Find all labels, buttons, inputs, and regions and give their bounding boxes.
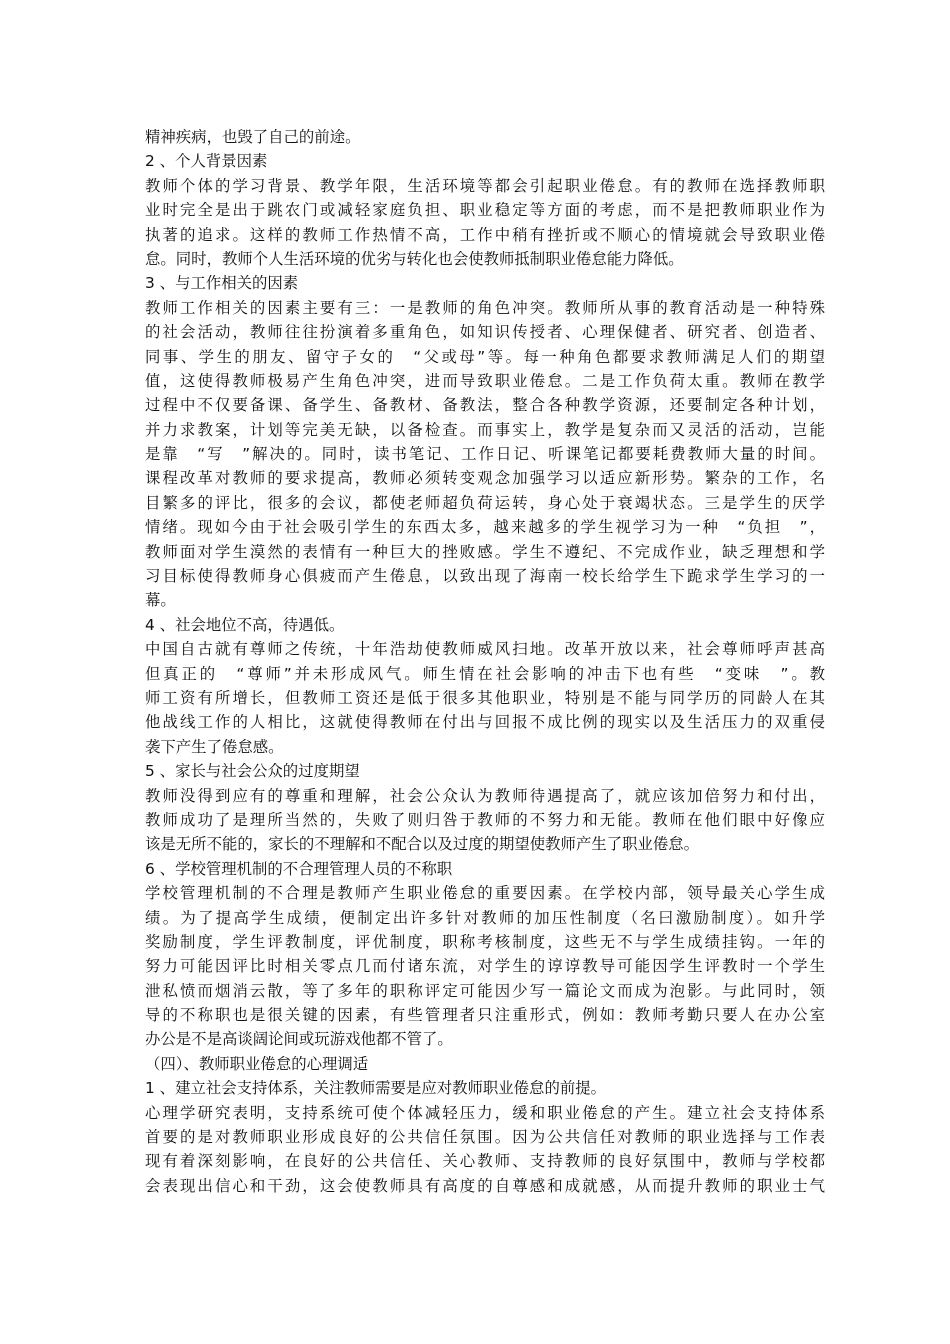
section-heading: 1 、建立社会支持体系，关注教师需要是应对教师职业倦怠的前提。 <box>145 1079 607 1098</box>
text-line: 精神疾病，也毁了自己的前途。 <box>145 128 361 146</box>
section-heading: 3 、与工作相关的因素 <box>145 274 299 293</box>
text-line: 师工资有所增长，但教师工资还是低于很多其他职业，特别是不能与同学历的同龄人在其 <box>145 688 825 707</box>
text-line: 绩。为了提高学生成绩，便制定出许多针对教师的加压性制度（名曰激励制度）。如升学 <box>145 908 825 927</box>
text-line: 但真正的 “尊师”并未形成风气。师生情在社会影响的冲击下也有些 “变味 ”。教 <box>145 664 825 683</box>
section-heading: （四）、教师职业倦怠的心理调适 <box>145 1054 369 1073</box>
text-line: 泄私愤而烟消云散，等了多年的职称评定可能因少写一篇论文而成为泡影。与此同时，领 <box>145 981 825 1000</box>
section-heading: 6 、学校管理机制的不合理管理人员的不称职 <box>145 859 453 878</box>
text-line: 奖励制度，学生评教制度，评优制度，职称考核制度，这些无不与学生成绩挂钩。一年的 <box>145 932 825 951</box>
text-line: 教师成功了是理所当然的，失败了则归咎于教师的不努力和无能。教师在他们眼中好像应 <box>145 810 825 829</box>
text-line: 并力求教案，计划等完美无缺，以备检查。而事实上，教学是复杂而又灵活的活动，岂能 <box>145 420 825 439</box>
text-line: 的社会活动，教师往往扮演着多重角色，如知识传授者、心理保健者、研究者、创造者、 <box>145 323 825 342</box>
text-line: 办公是不是高谈阔论间或玩游戏他都不管了。 <box>145 1030 453 1049</box>
section-heading: 4 、社会地位不高，待遇低。 <box>145 615 345 634</box>
text-line: 导的不称职也是很关键的因素，有些管理者只注重形式，例如：教师考勤只要人在办公室 <box>145 1006 825 1025</box>
text-line: 同事、学生的朋友、留守子女的 “父或母”等。每一种角色都要求教师满足人们的期望 <box>145 347 825 366</box>
text-line: 目繁多的评比，很多的会议，都使老师超负荷运转，身心处于衰竭状态。三是学生的厌学 <box>145 493 825 512</box>
text-line: 怠。同时，教师个人生活环境的优劣与转化也会使教师抵制职业倦怠能力降低。 <box>145 249 684 268</box>
text-line: 值，这使得教师极易产生角色冲突，进而导致职业倦怠。二是工作负荷太重。教师在教学 <box>145 371 825 390</box>
section-heading: 5 、家长与社会公众的过度期望 <box>145 762 360 781</box>
text-line: 中国自古就有尊师之传统，十年浩劫使教师威风扫地。改革开放以来，社会尊师呼声甚高 <box>145 640 825 659</box>
text-line: 该是无所不能的，家长的不理解和不配合以及过度的期望使教师产生了职业倦怠。 <box>145 835 700 854</box>
text-line: 是靠 “写 ”解决的。同时，读书笔记、工作日记、听课笔记都要耗费教师大量的时间。 <box>145 445 825 464</box>
text-line: 现有着深刻影响，在良好的公共信任、关心教师、支持教师的良好氛围中，教师与学校都 <box>145 1152 825 1171</box>
text-line: 教师个体的学习背景、教学年限，生活环境等都会引起职业倦怠。有的教师在选择教师职 <box>145 176 825 195</box>
text-line: 教师工作相关的因素主要有三：一是教师的角色冲突。教师所从事的教育活动是一种特殊 <box>145 298 825 317</box>
text-line: 情绪。现如今由于社会吸引学生的东西太多，越来越多的学生视学习为一种 “负担 ”， <box>145 518 825 537</box>
text-line: 课程改革对教师的要求提高，教师必须转变观念加强学习以适应新形势。繁杂的工作，名 <box>145 469 825 488</box>
text-line: 袭下产生了倦怠感。 <box>145 737 284 756</box>
text-line: 努力可能因评比时相关零点几而付诸东流，对学生的谆谆教导可能因学生评教时一个学生 <box>145 957 825 976</box>
text-line: 学校管理机制的不合理是教师产生职业倦怠的重要因素。在学校内部，领导最关心学生成 <box>145 884 825 903</box>
text-line: 心理学研究表明，支持系统可使个体减轻压力，缓和职业倦怠的产生。建立社会支持体系 <box>145 1103 825 1122</box>
section-heading: 2 、个人背景因素 <box>145 152 268 171</box>
text-line: 教师面对学生漠然的表情有一种巨大的挫败感。学生不遵纪、不完成作业，缺乏理想和学 <box>145 542 825 561</box>
text-line: 业时完全是出于跳农门或减轻家庭负担、职业稳定等方面的考虑，而不是把教师职业作为 <box>145 201 825 220</box>
document-page <box>145 125 825 1198</box>
text-line: 幕。 <box>145 591 176 610</box>
text-line: 习目标使得教师身心俱疲而产生倦息，以致出现了海南一校长给学生下跪求学生学习的一 <box>145 567 825 586</box>
text-line: 首要的是对教师职业形成良好的公共信任氛围。因为公共信任对教师的职业选择与工作表 <box>145 1128 825 1147</box>
text-line: 他战线工作的人相比，这就使得教师在付出与回报不成比例的现实以及生活压力的双重侵 <box>145 713 825 732</box>
text-line: 过程中不仅要备课、备学生、备教材、备教法，整合各种教学资源，还要制定各种计划， <box>145 396 825 415</box>
text-line: 教师没得到应有的尊重和理解，社会公众认为教师待遇提高了，就应该加倍努力和付出， <box>145 786 825 805</box>
text-line: 执著的追求。这样的教师工作热情不高，工作中稍有挫折或不顺心的情境就会导致职业倦 <box>145 225 825 244</box>
text-line: 会表现出信心和干劲，这会使教师具有高度的自尊感和成就感，从而提升教师的职业士气 <box>145 1176 825 1195</box>
